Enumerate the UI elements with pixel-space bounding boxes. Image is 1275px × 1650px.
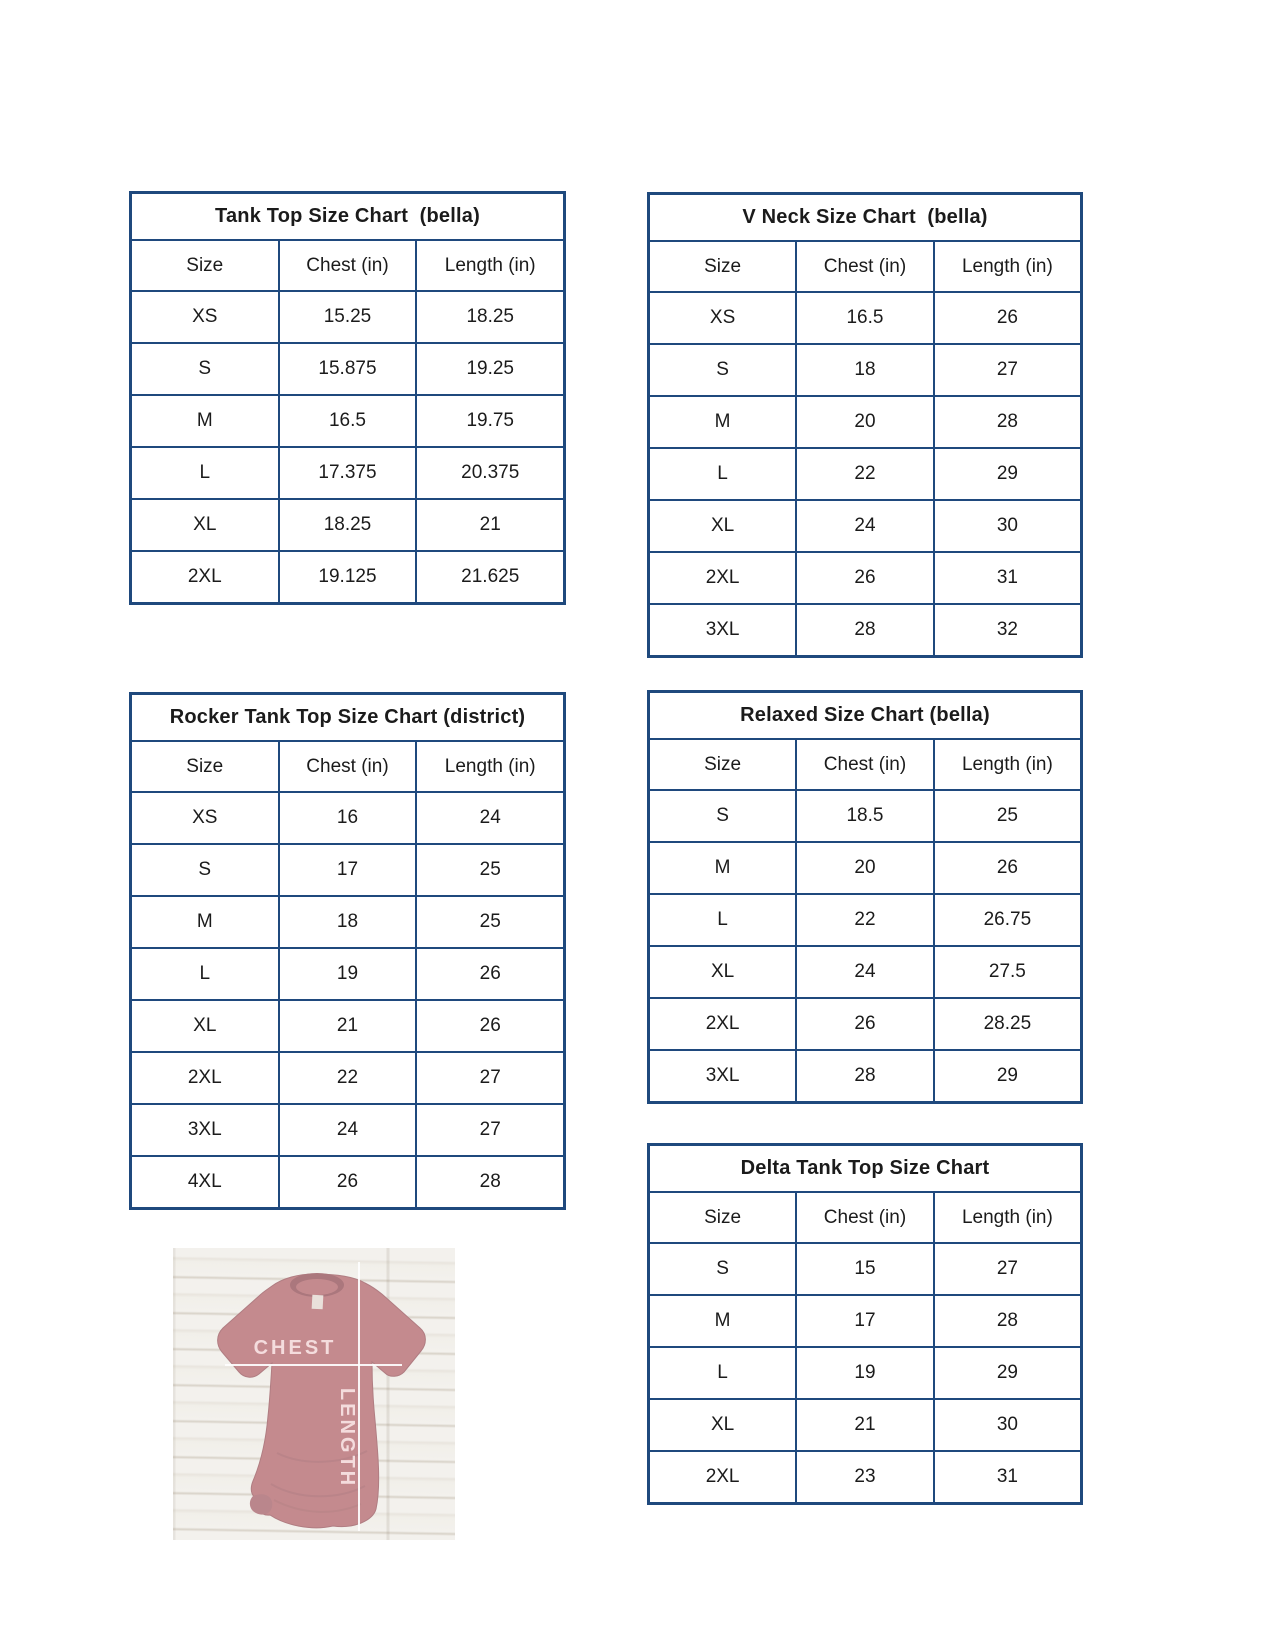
table-cell: M [650,396,796,448]
size-table-grid [132,742,563,1207]
column-header: Size [650,1193,796,1243]
table-cell: 17 [796,1295,934,1347]
table-cell: S [132,343,279,395]
size-table-grid [650,740,1080,1101]
table-cell: 20.375 [416,447,563,499]
table-row [650,1347,1080,1399]
table-cell: 18 [279,896,417,948]
table-cell: 28.25 [934,998,1080,1050]
table-cell: 31 [934,1451,1080,1502]
column-header: Length (in) [934,1193,1080,1243]
table-cell: XS [709,307,736,328]
table-cell: L [650,1347,796,1399]
table-cell: 15 [796,1243,934,1295]
table-row [650,292,1080,344]
table-cell: 17.375 [279,447,417,499]
table-cell: 20 [796,842,934,894]
table-cell: 27.5 [934,946,1080,998]
tshirt-graphic [173,1248,455,1540]
table-cell: 19.125 [279,551,417,602]
table-cell: 26 [934,292,1080,344]
table-row [650,500,1080,552]
table-row [132,1104,563,1156]
table-cell: 27 [416,1104,563,1156]
table-row [132,1052,563,1104]
table-cell: 22 [279,1052,417,1104]
column-header: Chest (in) [279,241,417,291]
table-row [132,447,563,499]
table-row [650,448,1080,500]
table-cell: 23 [796,1451,934,1502]
table-cell: 30 [934,1399,1080,1451]
tshirt-silhouette [218,1274,426,1528]
table-cell: S [650,344,796,396]
table-cell: 22 [796,448,934,500]
table-cell: 3XL [650,1050,796,1101]
table-cell: 28 [416,1156,563,1207]
table-cell: 16 [279,792,417,844]
table-cell: 2XL [650,552,796,604]
size-table-grid [132,241,563,602]
table-cell: 24 [416,792,563,844]
header-row [132,241,563,291]
table-cell: 15.875 [279,343,417,395]
table-cell: S [716,805,729,826]
table-cell: 26 [416,948,563,1000]
table-cell: 26 [279,1156,417,1207]
table-cell: 24 [796,946,934,998]
table-cell: 20 [796,396,934,448]
v-neck-size-table [647,192,1083,658]
table-row [132,1156,563,1207]
table-cell: S [716,1258,729,1279]
table-cell: M [650,842,796,894]
table-cell: 2XL [132,551,279,602]
table-cell: M [132,896,279,948]
neck-tag [312,1295,324,1310]
table-cell: 29 [934,448,1080,500]
table-cell: 28 [796,1050,934,1101]
table-cell: 2XL [132,1052,279,1104]
table-title: Tank Top Size Chart (bella) [132,194,563,241]
table-cell: 21.625 [416,551,563,602]
table-cell: 19 [279,948,417,1000]
header-row [650,1193,1080,1243]
table-cell: XL [650,946,796,998]
table-cell: 28 [934,396,1080,448]
table-cell: XL [132,1000,279,1052]
table-cell: 15.25 [279,291,417,343]
table-cell: S [132,844,279,896]
table-cell: 4XL [132,1156,279,1207]
table-cell: 32 [934,604,1080,655]
table-cell: L [132,447,279,499]
rocker-tank-size-table [129,692,566,1210]
table-cell: 3XL [132,1104,279,1156]
table-row [650,998,1080,1050]
table-row [132,343,563,395]
size-table-grid [650,242,1080,655]
table-cell: 27 [934,344,1080,396]
table-cell: 16.5 [796,292,934,344]
table-cell: 26 [796,998,934,1050]
table-cell: 26 [934,842,1080,894]
table-row [650,396,1080,448]
delta-tank-size-table [647,1143,1083,1505]
column-header: Length (in) [416,241,563,291]
table-row [650,842,1080,894]
table-row [132,499,563,551]
collar-inner [296,1279,338,1295]
table-row [650,946,1080,998]
table-cell: 18 [796,344,934,396]
table-row [650,1399,1080,1451]
table-cell: XS [192,807,218,828]
table-cell: XL [650,500,796,552]
header-row [132,742,563,792]
column-header: Chest (in) [796,1193,934,1243]
column-header: Length (in) [934,242,1080,292]
table-cell: 21 [796,1399,934,1451]
table-cell: XS [192,306,218,327]
table-title: Rocker Tank Top Size Chart (district) [132,695,563,742]
header-row [650,242,1080,292]
column-header: Size [132,241,279,291]
table-cell: 25 [416,844,563,896]
table-cell: 28 [934,1295,1080,1347]
table-cell: 26.75 [934,894,1080,946]
length-label: LENGTH [336,1387,358,1489]
table-cell: 30 [934,500,1080,552]
size-table-grid [650,1193,1080,1502]
column-header: Length (in) [416,742,563,792]
shirt-measurement-photo [173,1248,455,1540]
table-cell: 3XL [650,604,796,655]
table-title: V Neck Size Chart (bella) [650,195,1080,242]
tank-top-size-table [129,191,566,605]
table-row [132,551,563,602]
table-cell: 19 [796,1347,934,1399]
table-cell: XL [132,499,279,551]
table-row [650,552,1080,604]
table-cell: 26 [416,1000,563,1052]
table-cell: L [132,948,279,1000]
table-cell: 28 [796,604,934,655]
table-cell: 2XL [650,998,796,1050]
table-cell: 16.5 [279,395,417,447]
chest-label: CHEST [253,1337,337,1359]
column-header: Size [650,740,796,790]
table-row [650,1243,1080,1295]
table-cell: 25 [934,790,1080,842]
table-cell: 27 [416,1052,563,1104]
column-header: Chest (in) [796,740,934,790]
table-cell: M [650,1295,796,1347]
relaxed-size-table [647,690,1083,1104]
table-row [650,894,1080,946]
table-cell: 18.25 [279,499,417,551]
table-cell: L [650,894,796,946]
column-header: Chest (in) [279,742,417,792]
table-cell: 27 [934,1243,1080,1295]
table-cell: 18.25 [416,291,563,343]
table-row [132,395,563,447]
table-row [650,1050,1080,1101]
table-cell: L [650,448,796,500]
table-cell: 18.5 [796,790,934,842]
table-row [650,604,1080,655]
table-cell: M [132,395,279,447]
table-row [132,844,563,896]
table-cell: 17 [279,844,417,896]
column-header: Length (in) [934,740,1080,790]
table-row [132,1000,563,1052]
hem-knot [250,1494,272,1514]
table-cell: 22 [796,894,934,946]
table-row [650,790,1080,842]
table-cell: XL [650,1399,796,1451]
table-cell: 19.25 [416,343,563,395]
table-row [132,948,563,1000]
column-header: Size [132,742,279,792]
table-cell: 2XL [650,1451,796,1502]
table-row [650,1451,1080,1502]
table-row [650,1295,1080,1347]
table-row [132,896,563,948]
table-cell: 19.75 [416,395,563,447]
table-cell: 21 [416,499,563,551]
table-cell: 29 [934,1050,1080,1101]
header-row [650,740,1080,790]
table-cell: 25 [416,896,563,948]
table-cell: 24 [279,1104,417,1156]
table-title: Relaxed Size Chart (bella) [650,693,1080,740]
table-row [132,291,563,343]
table-cell: 24 [796,500,934,552]
table-cell: 26 [796,552,934,604]
table-cell: 29 [934,1347,1080,1399]
table-row [132,792,563,844]
table-row [650,344,1080,396]
column-header: Chest (in) [796,242,934,292]
table-cell: 31 [934,552,1080,604]
column-header: Size [650,242,796,292]
table-cell: 21 [279,1000,417,1052]
table-title: Delta Tank Top Size Chart [650,1146,1080,1193]
